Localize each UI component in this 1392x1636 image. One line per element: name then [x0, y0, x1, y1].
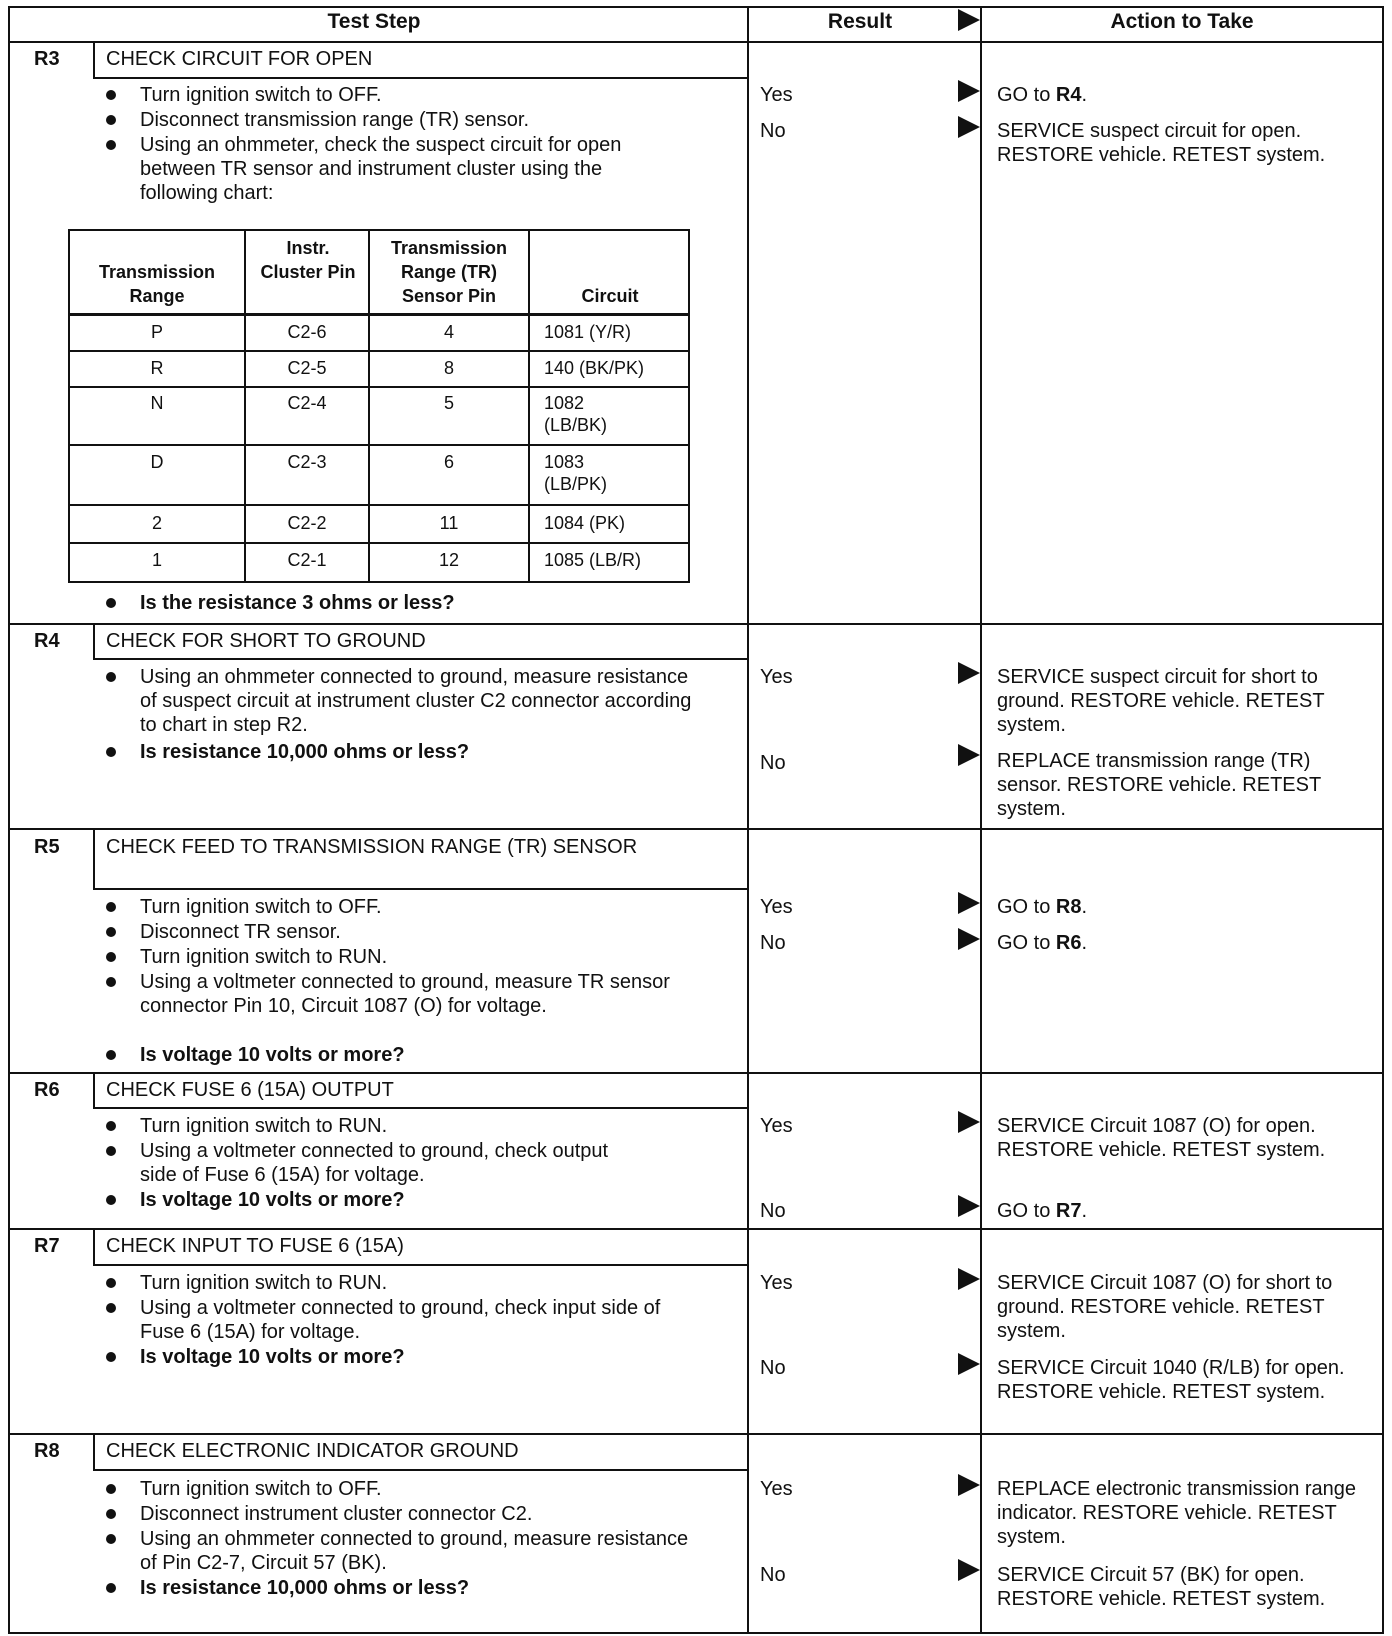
- result-no: No: [760, 1200, 786, 1222]
- arrow-icon: [958, 116, 980, 138]
- chart-cell: C2-4: [287, 393, 327, 413]
- chart-cell: 1083 (LB/PK): [544, 452, 608, 494]
- action-text: GO to R8.: [997, 896, 1088, 918]
- range-chart: [68, 229, 690, 583]
- step-id: R8: [34, 1440, 60, 1462]
- action-text: GO to R6.: [997, 932, 1088, 954]
- arrow-icon: [958, 1474, 980, 1496]
- result-yes: Yes: [760, 84, 793, 106]
- action-text: SERVICE suspect circuit for short to ground. RESTORE vehicle. RETEST system.: [997, 666, 1325, 736]
- arrow-icon: [958, 1195, 980, 1217]
- chart-cell: 1081 (Y/R): [544, 322, 632, 342]
- chart-cell: R: [150, 358, 164, 378]
- chart-cell: 1084 (PK): [544, 513, 626, 533]
- chart-cell: C2-6: [287, 322, 327, 342]
- chart-cell: C2-1: [287, 550, 327, 570]
- action-text: SERVICE Circuit 1040 (R/LB) for open. RESTORE vehicle. RETEST system.: [997, 1357, 1345, 1403]
- result-yes: Yes: [760, 1272, 793, 1294]
- arrow-icon: [958, 892, 980, 914]
- chart-cell: 1: [151, 550, 162, 570]
- result-no: No: [760, 120, 786, 142]
- chart-cell: 1082 (LB/BK): [544, 393, 608, 435]
- result-yes: Yes: [760, 896, 793, 918]
- chart-header: Instr. Cluster Pin: [260, 238, 356, 282]
- chart-cell: 1085 (LB/R): [544, 550, 642, 570]
- header-test-step: Test Step: [327, 10, 421, 33]
- chart-cell: 5: [443, 393, 454, 413]
- chart-cell: C2-2: [287, 513, 327, 533]
- step-title: CHECK CIRCUIT FOR OPEN: [106, 48, 373, 70]
- chart-header: Transmission Range: [98, 262, 216, 306]
- step-id: R6: [34, 1079, 60, 1101]
- arrow-icon: [958, 928, 980, 950]
- chart-cell: C2-5: [287, 358, 327, 378]
- action-text: SERVICE suspect circuit for open. RESTORE vehicle. RETEST system.: [997, 120, 1326, 166]
- result-no: No: [760, 752, 786, 774]
- diagnostic-table: Test Step Result Action to Take R3 CHECK CIRCUIT FOR OPEN Turn ignition switch to OFF. Disconnect transmission range (TR) sensor. Using an ohmmeter, check the suspect circuit for open between TR sensor and instrument cluster using the following chart: Transmission Range Instr. Cluster Pin Transmission Range (TR) Sensor Pin Circuit P C2-6 4 1081 (Y/R) R C2-5 8 140 (BK/PK) N C2-4 5 1082 (LB/BK) D C2-3 6 1083 (LB/PK) 2 C2-2 11 1084 (PK) 1 C2-1 12 1085 (LB/R) Is the resistance 3 ohms or less? Yes GO to R4. No SERVICE suspect circuit for open. RESTORE vehicle. RETEST system. R4 CHECK FOR SHORT TO GROUND Using an ohmmeter connected to ground, measure resistance of suspect circuit at instrument cluster C2 connector according to chart in step R2. Is resistance 10,000 ohms or less? Yes SERVICE suspect circuit for short to ground. RESTORE vehicle. RETEST system. No REPLACE transmission range (TR) sensor. RESTORE vehicle. RETEST system. R5 CHECK FEED TO TRANSMISSION RANGE (TR) SENSOR Turn ignition switch to OFF. Disconnect TR sensor. Turn ignition switch to RUN. Using a voltmeter connected to ground, measure TR sensor connector Pin 10, Circuit 1087 (O) for voltage. Is voltage 10 volts or more? Yes GO to R8. No GO to R6. R6 CHECK FUSE 6 (15A) OUTPUT Turn ignition switch to RUN. Using a voltmeter connected to ground, check output side of Fuse 6 (15A) for voltage. Is voltage 10 volts or more? Yes SERVICE Circuit 1087 (O) for open. RESTORE vehicle. RETEST system. No GO to R7. R7 CHECK INPUT TO FUSE 6 (15A) Turn ignition switch to RUN. Using a voltmeter connected to ground, check input side of Fuse 6 (15A) for voltage. Is voltage 10 volts or more? Yes SERVICE Circuit 1087 (O) for short to ground. RESTORE vehicle. RETEST system. No SERVICE Circuit 1040 (R/LB) for open. RESTORE vehicle. RETEST system. R8 CHECK ELECTRONIC INDICATOR GROUND Turn ignition switch to OFF. Disconnect instrument cluster connector C2. Using an ohmmeter connected to ground, measure resistance of Pin C2-7, Circuit 57 (BK). Is resistance 10,000 ohms or less? Yes REPLACE electronic transmission range indicator. RESTORE vehicle. RETEST system. No SERVICE Circuit 57 (BK) for open. RESTORE vehicle. RETEST system.: [0, 0, 1392, 1636]
- step-id: R5: [34, 836, 60, 858]
- action-text: SERVICE Circuit 57 (BK) for open. RESTORE vehicle. RETEST system.: [997, 1564, 1326, 1610]
- arrow-icon: [958, 744, 980, 766]
- step-title: CHECK INPUT TO FUSE 6 (15A): [106, 1235, 404, 1257]
- action-text: REPLACE transmission range (TR) sensor. RESTORE vehicle. RETEST system.: [997, 750, 1321, 820]
- step-title: CHECK FOR SHORT TO GROUND: [106, 630, 426, 652]
- arrow-icon: [958, 662, 980, 684]
- arrow-icon: [958, 1559, 980, 1581]
- header-arrow-icon: [958, 9, 980, 31]
- chart-cell: 8: [443, 358, 454, 378]
- header-action: Action to Take: [1110, 10, 1254, 33]
- chart-cell: 11: [439, 513, 459, 533]
- result-yes: Yes: [760, 1115, 793, 1137]
- action-text: SERVICE Circuit 1087 (O) for short to ground. RESTORE vehicle. RETEST system.: [997, 1272, 1333, 1342]
- step-id: R7: [34, 1235, 60, 1257]
- step-title: CHECK ELECTRONIC INDICATOR GROUND: [106, 1440, 519, 1462]
- result-no: No: [760, 932, 786, 954]
- arrow-icon: [958, 1353, 980, 1375]
- chart-cell: 2: [151, 513, 162, 533]
- action-text: REPLACE electronic transmission range indicator. RESTORE vehicle. RETEST system.: [997, 1478, 1357, 1548]
- step-title: CHECK FUSE 6 (15A) OUTPUT: [106, 1079, 394, 1101]
- action-text: GO to R7.: [997, 1200, 1088, 1222]
- step-id: R4: [34, 630, 60, 652]
- chart-cell: 12: [438, 550, 460, 570]
- chart-cell: D: [150, 452, 164, 472]
- chart-cell: 140 (BK/PK): [544, 358, 645, 378]
- action-text: SERVICE Circuit 1087 (O) for open. RESTORE vehicle. RETEST system.: [997, 1115, 1326, 1161]
- action-text: GO to R4.: [997, 84, 1088, 106]
- chart-cell: C2-3: [287, 452, 327, 472]
- header-result: Result: [827, 10, 893, 33]
- chart-cell: 4: [443, 322, 454, 342]
- chart-cell: 6: [443, 452, 454, 472]
- chart-header: Transmission Range (TR) Sensor Pin: [390, 238, 508, 306]
- result-no: No: [760, 1357, 786, 1379]
- arrow-icon: [958, 1268, 980, 1290]
- chart-header: Circuit: [581, 286, 639, 306]
- chart-cell: P: [150, 322, 163, 342]
- result-yes: Yes: [760, 1478, 793, 1500]
- arrow-icon: [958, 1111, 980, 1133]
- chart-cell: N: [150, 393, 164, 413]
- result-yes: Yes: [760, 666, 793, 688]
- result-no: No: [760, 1564, 786, 1586]
- arrow-icon: [958, 80, 980, 102]
- step-title: CHECK FEED TO TRANSMISSION RANGE (TR) SENSOR: [106, 836, 638, 858]
- step-id: R3: [34, 48, 60, 70]
